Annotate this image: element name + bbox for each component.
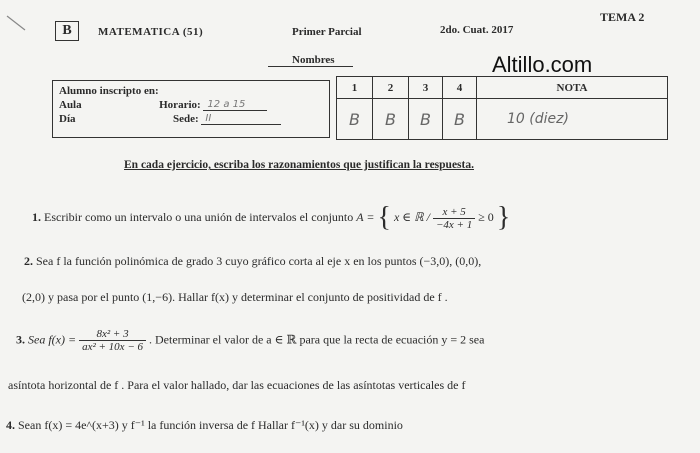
grade-header-3: 3	[409, 77, 443, 99]
exercise-1-text: Escribir como un intervalo o una unión de intervalos el conjunto	[44, 209, 354, 224]
nombres-label: Nombres	[268, 54, 353, 67]
exam-label: Primer Parcial	[292, 26, 362, 38]
exercise-1-set-cond: x ∈ ℝ /	[393, 209, 430, 224]
exercise-2-text-2: (2,0) y pasa por el punto (1,−6). Hallar f(x) y determinar el conjunto de positividad de f .	[22, 290, 448, 304]
exercise-2-number: 2.	[24, 254, 33, 268]
instructions-text: En cada ejercicio, escriba los razonamientos que justifican la respuesta.	[124, 159, 474, 171]
exercise-3-text-2: asíntota horizontal de f . Para el valor hallado, dar las ecuaciones de las asíntotas verticales de f	[8, 378, 466, 392]
exercise-1-set-lhs: A =	[356, 209, 375, 224]
dia-label: Día	[59, 113, 76, 125]
exercise-2-line-1	[24, 254, 481, 269]
exercise-3-fraction	[79, 328, 146, 353]
grade-header-1: 1	[337, 77, 373, 99]
grade-value-1: B	[337, 99, 373, 140]
exercise-1-relation: ≥ 0	[478, 209, 494, 224]
sede-label: Sede:	[173, 113, 199, 125]
exercise-3-post: . Determinar el valor de a ∈ ℝ para que la recta de ecuación y = 2 sea	[149, 332, 485, 347]
student-info-box	[52, 80, 330, 138]
tema-letter-box: B	[55, 21, 79, 41]
exercise-1-frac-num: x + 5	[433, 206, 475, 219]
aula-label: Aula	[59, 99, 82, 111]
term-label: 2do. Cuat. 2017	[440, 24, 514, 36]
horario-value: 12 a 15	[203, 99, 267, 111]
grade-header-4: 4	[443, 77, 477, 99]
exercise-3-line-1	[16, 328, 484, 353]
exercise-1-fraction	[433, 206, 475, 231]
exercise-3-pre: Sea f(x) =	[28, 332, 77, 347]
pen-mark-icon	[5, 14, 29, 34]
sede-value: II	[201, 113, 281, 125]
exercise-1-frac-den: −4x + 1	[435, 218, 473, 231]
grade-header-nota: NOTA	[477, 77, 668, 99]
exercise-4-number: 4.	[6, 418, 15, 432]
exercise-4-text: Sean f(x) = 4e^(x+3) y f⁻¹ la función inversa de f Hallar f⁻¹(x) y dar su dominio	[18, 418, 403, 432]
grade-value-3: B	[409, 99, 443, 140]
exercise-3-frac-num: 8x² + 3	[79, 328, 146, 341]
grade-value-nota: 10 (diez)	[477, 99, 668, 140]
exercise-3-frac-den: ax² + 10x − 6	[82, 341, 143, 353]
horario-label: Horario:	[159, 99, 201, 111]
exercise-4	[6, 418, 403, 433]
subject-label: MATEMATICA (51)	[98, 26, 204, 38]
exercise-1: 1. Escribir como un intervalo o una unión de intervalos el conjunto A = { x ∈ ℝ / $\frac{x + 5}{-4x + 1}$ ≥ 0 }	[32, 202, 511, 233]
alumno-label: Alumno inscripto en:	[59, 85, 159, 97]
grade-value-2: B	[373, 99, 409, 140]
grade-table	[336, 76, 668, 140]
tema-label: TEMA 2	[600, 10, 645, 24]
watermark-text: Altillo.com	[492, 52, 593, 77]
exercise-3-number: 3.	[16, 332, 25, 347]
exercise-1-number: 1.	[32, 209, 41, 224]
exercise-2-text-1: Sea f la función polinómica de grado 3 cuyo gráfico corta al eje x en los puntos (−3,0), (0,0),	[36, 254, 482, 268]
grade-header-2: 2	[373, 77, 409, 99]
grade-value-4: B	[443, 99, 477, 140]
